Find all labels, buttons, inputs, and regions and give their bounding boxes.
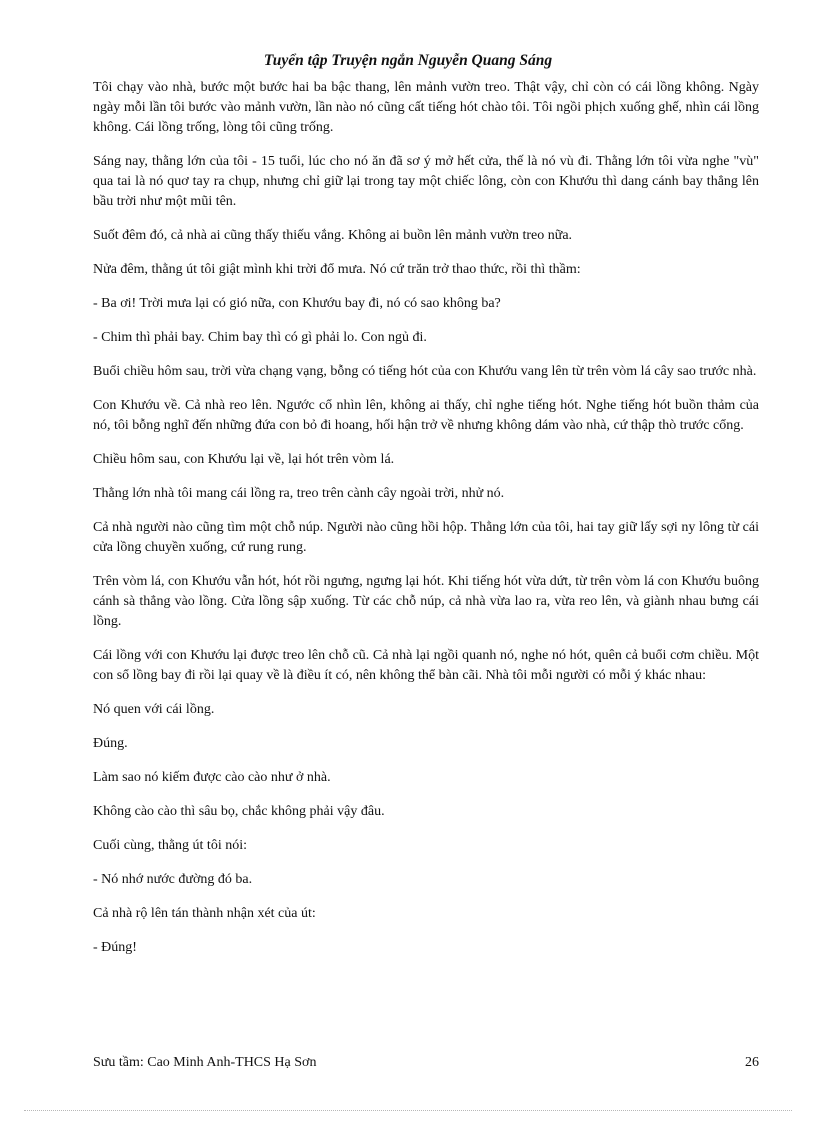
paragraph: Cả nhà rộ lên tán thành nhận xét của út: xyxy=(93,906,316,921)
paragraph: Con Khướu về. Cả nhà reo lên. Ngước cổ nhìn lên, không ai thấy, chỉ nghe tiếng hót. Nghe tiếng hót buồn thảm của nó, tôi bỗng nghĩ đến những đứa con bỏ đi hoang, hối hận trở về nhưng không dám vào nhà, cứ thập thò trước cổng. xyxy=(93,398,759,433)
paragraph: Trên vòm lá, con Khướu vẫn hót, hót rồi ngưng, ngưng lại hót. Khi tiếng hót vừa dứt, từ trên vòm lá con Khướu buông cánh sà thẳng vào lồng. Cửa lồng sập xuống. Từ các chỗ núp, cả nhà vừa lao ra, vừa reo lên, và giành nhau bưng cái lồng. xyxy=(93,574,759,629)
paragraph: Không cào cào thì sâu bọ, chắc không phải vậy đâu. xyxy=(93,804,385,819)
bottom-dotted-divider xyxy=(24,1110,792,1111)
paragraph: Cái lồng với con Khướu lại được treo lên chỗ cũ. Cả nhà lại ngồi quanh nó, nghe nó hót, quên cả buổi cơm chiều. Một con sổ lồng bay đi rồi lại quay về là điều ít có, nên không thể bàn cãi. Nhà tôi mỗi người có mỗi ý khác nhau: xyxy=(93,648,759,683)
page-number: 26 xyxy=(745,1055,759,1070)
paragraph: Sáng nay, thằng lớn của tôi - 15 tuổi, lúc cho nó ăn đã sơ ý mở hết cửa, thế là nó vù đi. Thằng lớn tôi vừa nghe "vù" qua tai là nó quơ tay ra chụp, nhưng chỉ giữ lại trong tay một chiếc lông, còn con Khướu thì dang cánh bay thẳng lên bầu trời như một mũi tên. xyxy=(93,154,759,209)
paragraph: Làm sao nó kiếm được cào cào như ở nhà. xyxy=(93,770,331,785)
paragraph: Cả nhà người nào cũng tìm một chỗ núp. Người nào cũng hồi hộp. Thằng lớn của tôi, hai tay giữ lấy sợi ny lông từ cái cửa lồng chuyền xuống, cứ rung rung. xyxy=(93,520,759,555)
story-body xyxy=(93,78,759,972)
paragraph: Cuối cùng, thằng út tôi nói: xyxy=(93,838,247,853)
paragraph: - Ba ơi! Trời mưa lại có gió nữa, con Khướu bay đi, nó có sao không ba? xyxy=(93,296,501,311)
paragraph: Thằng lớn nhà tôi mang cái lồng ra, treo trên cành cây ngoài trời, nhử nó. xyxy=(93,486,505,501)
paragraph: - Nó nhớ nước đường đó ba. xyxy=(93,872,253,887)
paragraph: Tôi chạy vào nhà, bước một bước hai ba bậc thang, lên mảnh vườn treo. Thật vậy, chỉ còn có cái lồng không. Ngày ngày mỗi lần tôi bước vào mảnh vườn, lần nào nó cũng cất tiếng hót chào tôi. Tôi ngồi phịch xuống ghế, nhìn cái lồng không. Cái lồng trống, lòng tôi cũng trống. xyxy=(93,80,759,135)
paragraph: - Chim thì phải bay. Chim bay thì có gì phải lo. Con ngủ đi. xyxy=(93,330,427,345)
paragraph: Nửa đêm, thằng út tôi giật mình khi trời đổ mưa. Nó cứ trăn trở thao thức, rồi thì thầm: xyxy=(93,262,581,277)
paragraph: Đúng. xyxy=(93,736,128,751)
paragraph: - Đúng! xyxy=(93,940,137,955)
paragraph: Nó quen với cái lồng. xyxy=(93,702,215,717)
paragraph: Suốt đêm đó, cả nhà ai cũng thấy thiếu vắng. Không ai buồn lên mảnh vườn treo nữa. xyxy=(93,228,573,243)
paragraph: Buổi chiều hôm sau, trời vừa chạng vạng, bỗng có tiếng hót của con Khướu vang lên từ trên vòm lá cây sao trước nhà. xyxy=(93,364,757,379)
paragraph: Chiều hôm sau, con Khướu lại về, lại hót trên vòm lá. xyxy=(93,452,395,467)
page-header-title: Tuyển tập Truyện ngắn Nguyễn Quang Sáng xyxy=(263,52,553,69)
footer-source-credit: Sưu tầm: Cao Minh Anh-THCS Hạ Sơn xyxy=(93,1055,317,1070)
